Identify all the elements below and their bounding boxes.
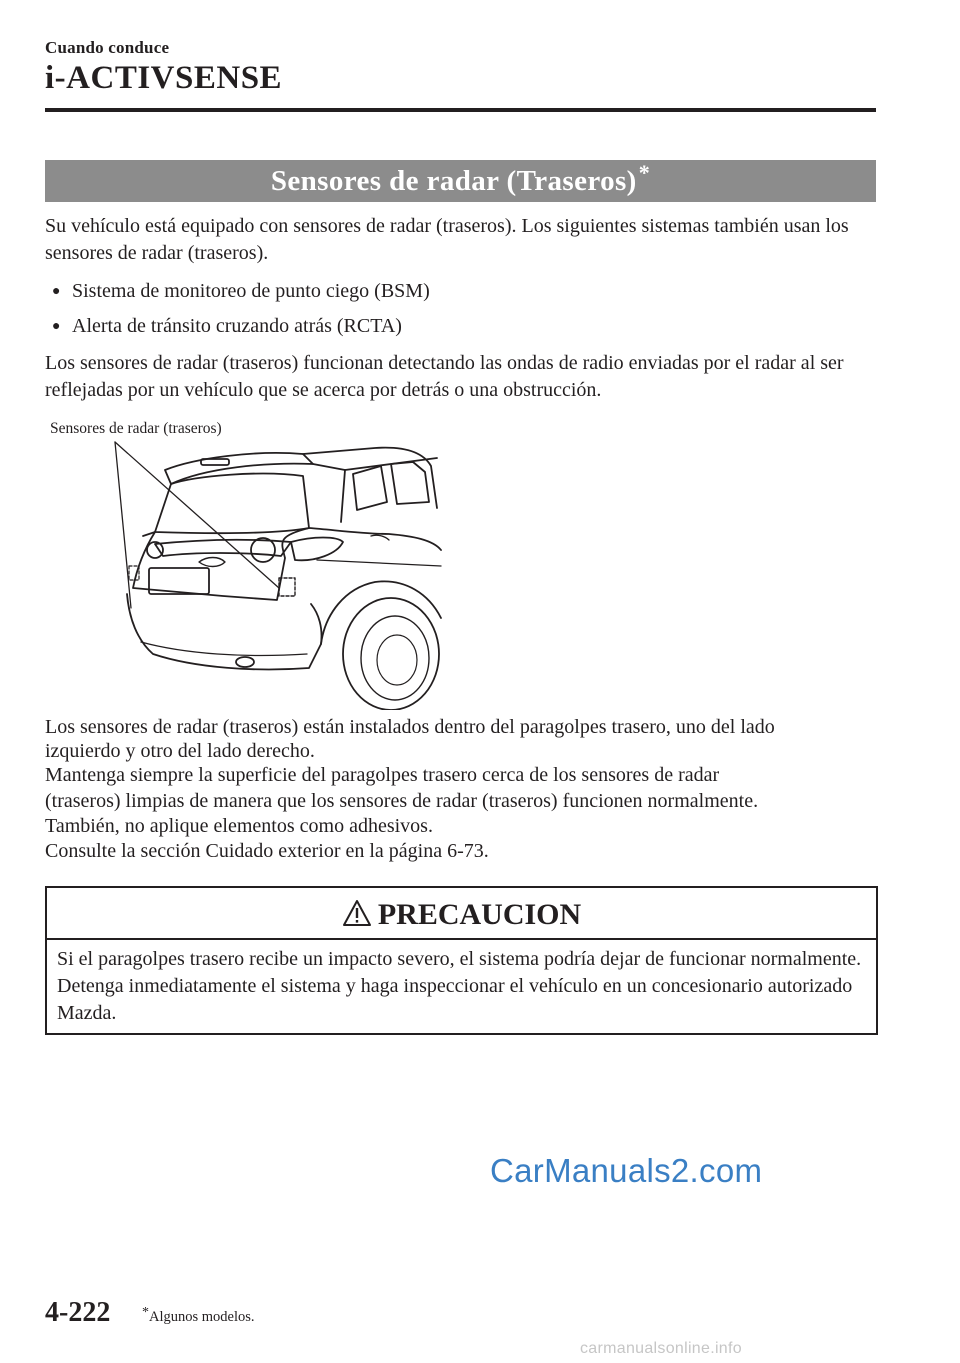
optional-feature-mark: * (638, 160, 651, 185)
body-line: Mantenga siempre la superficie del paragolpes trasero cerca de los sensores de radar (45, 764, 720, 786)
caution-text: Si el paragolpes trasero recibe un impacto severo, el sistema podría dejar de funcionar normalmente. Detenga inmediatamente el sistema y haga inspeccionar el vehículo en un concesionario autorizado Mazda. (57, 948, 862, 1024)
body-line: Los sensores de radar (traseros) están instalados dentro del paragolpes trasero, uno del lado (45, 716, 775, 738)
warning-triangle-icon (342, 899, 372, 927)
footnote (142, 1305, 255, 1326)
page-title-bar (45, 160, 876, 202)
intro-paragraph: Su vehículo está equipado con sensores de radar (traseros). Los siguientes sistemas también usan los sensores de radar (traseros). (45, 215, 849, 264)
page-title: Sensores de radar (Traseros) (270, 165, 637, 197)
bullet-icon: ● (52, 319, 61, 334)
bullet-item (52, 278, 430, 307)
function-paragraph: Los sensores de radar (traseros) funcionan detectando las ondas de radio enviadas por el radar al ser reflejadas por un vehículo que se acerca por detrás o una obstrucción. (45, 352, 844, 401)
chapter-label: Cuando conduce (45, 38, 170, 57)
body-line: (traseros) limpias de manera que los sensores de radar (traseros) funcionen normalmente. (45, 790, 759, 812)
footer-site-watermark: carmanualsonline.info (580, 1340, 742, 1357)
bullet-text: Alerta de tránsito cruzando atrás (RCTA) (72, 315, 402, 337)
section-title: i-ACTIVSENSE (45, 60, 283, 96)
header-rule (45, 108, 876, 112)
figure-label: Sensores de radar (traseros) (50, 420, 222, 437)
watermark: CarManuals2.com (490, 1152, 763, 1189)
bullet-icon: ● (52, 284, 61, 299)
footnote-text: Algunos modelos. (149, 1309, 255, 1325)
bullet-text: Sistema de monitoreo de punto ciego (BSM) (72, 280, 430, 302)
footnote-mark: * (142, 1305, 149, 1320)
body-line: Consulte la sección Cuidado exterior en la página 6-73. (45, 840, 489, 862)
caution-title: PRECAUCION (377, 898, 582, 931)
rear-car-radar-illustration (45, 418, 445, 710)
caution-box (45, 886, 878, 1035)
body-line: izquierdo y otro del lado derecho. (45, 740, 315, 762)
caution-header (47, 888, 876, 940)
page-number: 4-222 (45, 1297, 111, 1328)
body-line: También, no aplique elementos como adhesivos. (45, 815, 433, 837)
bullet-item (52, 313, 402, 342)
